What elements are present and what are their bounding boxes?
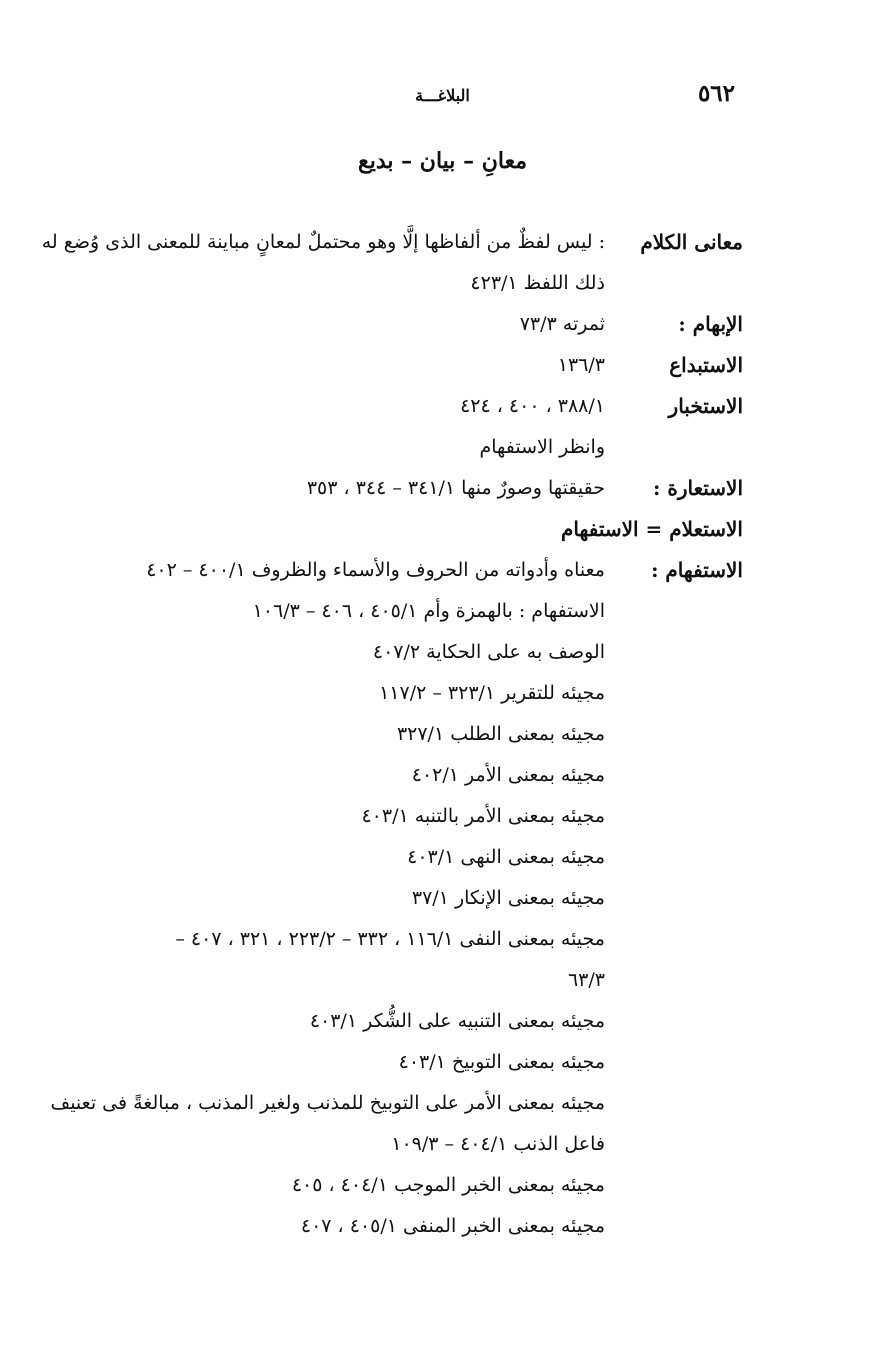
- entry-body: [70, 386, 605, 468]
- entry-line: مجيئه بمعنى النهى ٤٠٣/١: [407, 846, 605, 868]
- entry-line: فاعل الذنب ٤٠٤/١ – ١٠٩/٣: [391, 1133, 605, 1155]
- index-entry: [70, 304, 743, 345]
- entry-body: [70, 345, 605, 386]
- entry-body: [70, 468, 605, 509]
- index-entry: [70, 509, 743, 550]
- entry-line: مجيئه بمعنى النفى ١١٦/١ ، ٣٣٢ – ٢٢٣/٢ ، ٣٢١ ، ٤٠٧ –: [175, 928, 605, 950]
- entry-term: الاستفهام :: [651, 558, 743, 582]
- entry-term: الاستخبار: [668, 394, 743, 418]
- index-entry: [41, 222, 743, 304]
- entry-line: معناه وأدواته من الحروف والأسماء والظروف ٤٠٠/١ – ٤٠٢: [146, 559, 605, 581]
- running-title: البلاغـــة: [415, 86, 470, 105]
- entry-term: الإبهام :: [678, 312, 743, 336]
- entry-line: مجيئه بمعنى الأمر على التوبيخ للمذنب ولغير المذنب ، مبالغةً فى تعنيف: [50, 1092, 605, 1114]
- entry-line: مجيئه بمعنى الخبر الموجب ٤٠٤/١ ، ٤٠٥: [291, 1174, 605, 1196]
- entry-line: مجيئه بمعنى الأمر ٤٠٢/١: [411, 764, 605, 786]
- entry-term: الاستبداع: [669, 353, 743, 377]
- entry-line: مجيئه بمعنى التنبيه على الشُّكر ٤٠٣/١: [309, 1010, 605, 1032]
- entry-line: الاستفهام : بالهمزة وأم ٤٠٥/١ ، ٤٠٦ – ١٠٦/٣: [252, 600, 605, 622]
- index-entry: [70, 468, 743, 509]
- page-header: [150, 80, 735, 114]
- entry-line: الوصف به على الحكاية ٤٠٧/٢: [372, 641, 605, 663]
- entry-line: ٦٣/٣: [567, 969, 605, 991]
- entry-term: معانى الكلام: [640, 230, 743, 254]
- entry-body: [42, 222, 605, 304]
- index-entry: [70, 386, 743, 468]
- entry-term: الاستعارة :: [653, 476, 743, 500]
- index-entries: [41, 222, 743, 1247]
- entry-line: ١٣٦/٣: [557, 354, 605, 376]
- entry-line: مجيئه بمعنى الطلب ٣٢٧/١: [396, 723, 605, 745]
- entry-line: ثمرته ٧٣/٣: [519, 313, 605, 335]
- entry-line: حقيقتها وصورٌ منها ٣٤١/١ – ٣٤٤ ، ٣٥٣: [306, 477, 605, 499]
- entry-line: وانظر الاستفهام: [479, 436, 605, 458]
- index-entry: [50, 550, 743, 1247]
- entry-body: [51, 550, 605, 1247]
- entry-line: : ليس لفظٌ من ألفاظها إلَّا وهو محتملٌ لمعانٍ مباينة للمعنى الذى وُضع له: [41, 231, 605, 253]
- entry-line: مجيئه بمعنى التوبيخ ٤٠٣/١: [398, 1051, 605, 1073]
- entry-body: [70, 304, 605, 345]
- section-title: معانِ – بيان – بديع: [357, 148, 528, 174]
- entry-line: مجيئه للتقرير ٣٢٣/١ – ١١٧/٢: [379, 682, 605, 704]
- entry-line: مجيئه بمعنى الأمر بالتنبه ٤٠٣/١: [361, 805, 605, 827]
- entry-line: مجيئه بمعنى الخبر المنفى ٤٠٥/١ ، ٤٠٧: [300, 1215, 605, 1237]
- index-entry: [70, 345, 743, 386]
- entry-line: مجيئه بمعنى الإنكار ٣٧/١: [411, 887, 605, 909]
- entry-line: ٣٨٨/١ ، ٤٠٠ ، ٤٢٤: [460, 395, 605, 417]
- page-number: ٥٦٢: [697, 80, 735, 107]
- entry-line: ذلك اللفظ ٤٢٣/١: [470, 272, 605, 294]
- entry-term: الاستعلام = الاستفهام: [561, 517, 743, 541]
